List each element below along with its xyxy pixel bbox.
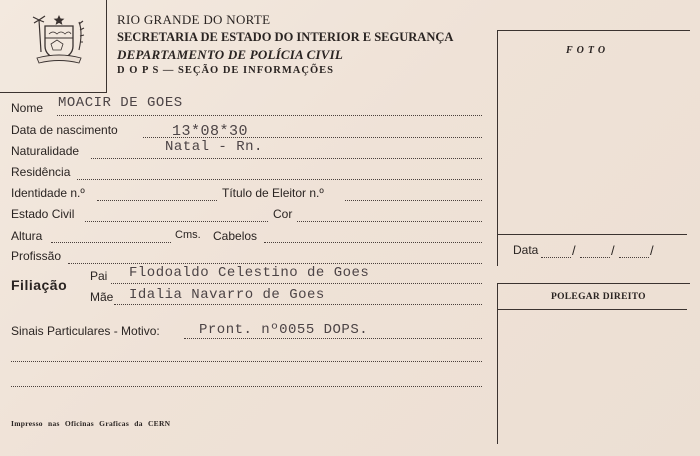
pai-value[interactable]: Flodoaldo Celestino de Goes <box>129 265 370 281</box>
cabelos-line <box>264 242 482 243</box>
mae-line <box>114 304 482 305</box>
header-state: RIO GRANDE DO NORTE <box>117 12 271 27</box>
nome-line <box>57 115 482 116</box>
sinais-line-2 <box>11 361 482 362</box>
estado-civil-label: Estado Civil <box>11 207 75 221</box>
estado-civil-line <box>85 221 268 222</box>
cor-line <box>297 221 482 222</box>
nome-value[interactable]: MOACIR DE GOES <box>58 95 183 111</box>
eleitor-label: Título de Eleitor n.º <box>222 186 324 200</box>
nome-label: Nome <box>11 101 44 115</box>
header-secao: D O P S — SEÇÃO DE INFORMAÇÕES <box>117 65 334 76</box>
foto-data-slash-2: / <box>611 243 615 258</box>
sinais-value[interactable]: Pront. nº0055 DOPS. <box>199 322 369 338</box>
nascimento-label: Data de nascimento <box>11 123 118 137</box>
thumbprint-area <box>497 283 690 444</box>
cms-label: Cms. <box>175 229 201 241</box>
foto-data-day-line <box>541 257 571 258</box>
mae-value[interactable]: Idalia Navarro de Goes <box>129 287 325 303</box>
naturalidade-line <box>91 158 482 159</box>
foto-data-month-line <box>580 257 610 258</box>
foto-data-slash-3: / <box>650 243 654 258</box>
header-secretaria: SECRETARIA DE ESTADO DO INTERIOR E SEGURANÇA <box>117 30 454 44</box>
profissao-label: Profissão <box>11 249 62 263</box>
sinais-line <box>184 338 482 339</box>
pai-line <box>111 283 482 284</box>
foto-data-year-line <box>619 257 649 258</box>
polegar-divider <box>497 309 687 310</box>
altura-line <box>51 242 171 243</box>
mae-label: Mãe <box>90 290 114 304</box>
printer-footer: Impresso nas Oficinas Graficas da CERN <box>11 419 171 428</box>
foto-data-label: Data <box>513 243 539 257</box>
naturalidade-value[interactable]: Natal - Rn. <box>165 139 263 155</box>
sinais-label: Sinais Particulares - Motivo: <box>11 324 160 338</box>
foto-divider <box>497 234 687 235</box>
state-coat-of-arms-icon <box>31 12 87 66</box>
cabelos-label: Cabelos <box>213 229 258 243</box>
naturalidade-label: Naturalidade <box>11 144 80 158</box>
foto-data-slash-1: / <box>572 243 576 258</box>
nascimento-value[interactable]: 13*08*30 <box>172 123 249 140</box>
photo-area <box>497 30 690 266</box>
residencia-line <box>77 179 482 180</box>
pai-label: Pai <box>90 269 108 283</box>
foto-label: FOTO <box>566 45 610 56</box>
header-departamento: DEPARTAMENTO DE POLÍCIA CIVIL <box>117 47 344 62</box>
profissao-line <box>68 263 482 264</box>
residencia-label: Residência <box>11 165 71 179</box>
filiacao-title: Filiação <box>11 277 68 293</box>
polegar-label: POLEGAR DIREITO <box>551 292 646 302</box>
identidade-line <box>97 200 217 201</box>
altura-label: Altura <box>11 229 43 243</box>
sinais-line-3 <box>11 386 482 387</box>
cor-label: Cor <box>273 207 293 221</box>
eleitor-line <box>345 200 482 201</box>
identidade-label: Identidade n.º <box>11 186 85 200</box>
